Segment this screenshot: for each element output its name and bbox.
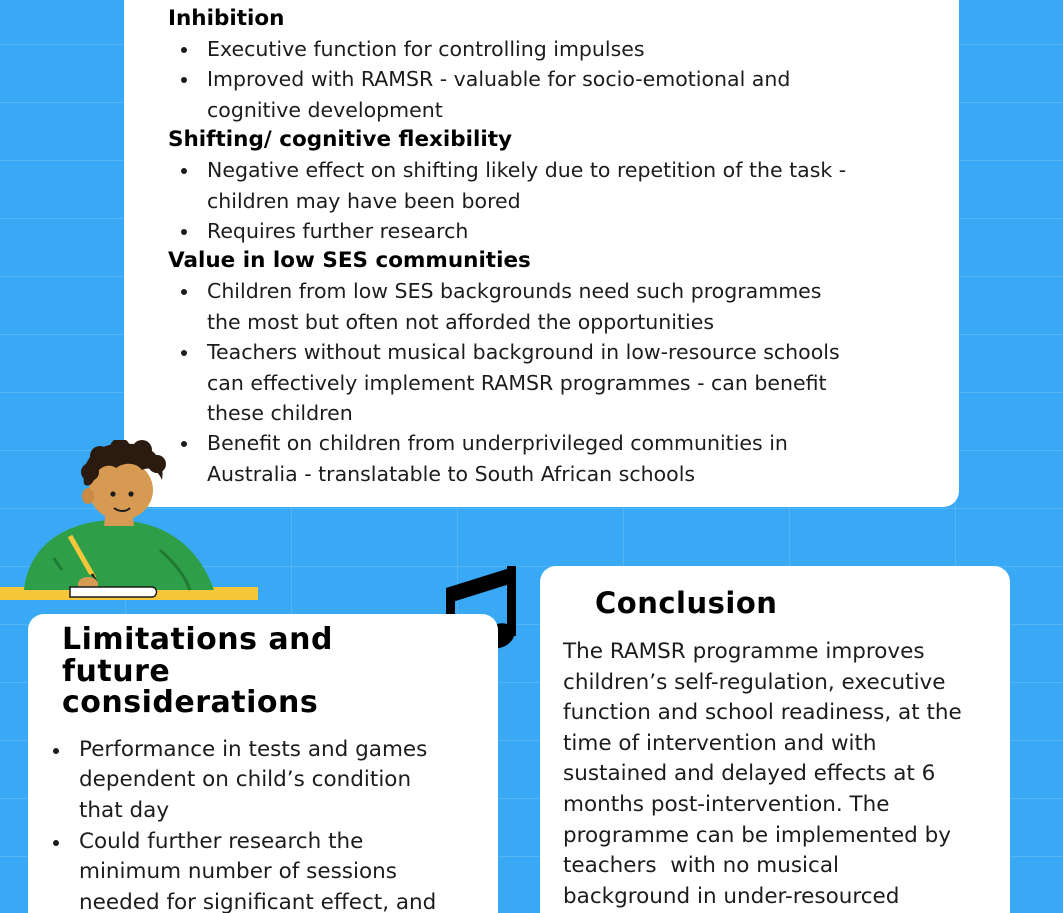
- conclusion-line: months post-intervention. The: [563, 791, 890, 817]
- student-writing-illustration: [0, 440, 262, 608]
- list-item-line: Benefit on children from underprivileged communities in: [207, 431, 788, 456]
- list-item-line: Negative effect on shifting likely due to repetition of the task -: [207, 158, 847, 183]
- list-item-line: Could further research the: [79, 828, 364, 854]
- section-heading: Shifting/ cognitive flexibility: [168, 127, 513, 153]
- list-item-line: the most but often not afforded the opportunities: [207, 309, 715, 334]
- list-item-line: Performance in tests and games: [79, 736, 428, 762]
- section-inhibition: [168, 4, 919, 125]
- limitations-card: [28, 614, 498, 913]
- bullet-list: [50, 735, 478, 913]
- list-item-line: Australia - translatable to South African schools: [207, 461, 696, 486]
- list-item-line: that day: [79, 797, 170, 823]
- list-item-line: needed for significant effect, and: [79, 890, 437, 913]
- list-item: [168, 428, 919, 489]
- conclusion-line: sustained and delayed effects at 6: [563, 761, 936, 787]
- conclusion-line: children’s self-regulation, executive: [563, 669, 946, 695]
- title-line: considerations: [62, 685, 319, 720]
- list-item-line: these children: [207, 401, 353, 426]
- list-item-line: Executive function for controlling impulses: [207, 37, 645, 61]
- conclusion-line: teachers with no musical: [563, 853, 839, 879]
- list-item: [168, 64, 919, 125]
- list-item: [50, 735, 478, 827]
- conclusion-line: The RAMSR programme improves: [563, 639, 925, 664]
- section-heading: Value in low SES communities: [168, 248, 531, 274]
- title-line: Limitations and: [62, 622, 333, 657]
- list-item: [168, 216, 919, 246]
- findings-card: [124, 0, 959, 507]
- list-item-line: can effectively implement RAMSR programmes - can benefit: [207, 370, 827, 395]
- list-item-line: Teachers without musical background in low-resource schools: [207, 340, 840, 365]
- list-item: [168, 337, 919, 428]
- list-item: [168, 276, 919, 337]
- bullet-list: [168, 34, 919, 125]
- section-low-ses: [168, 246, 919, 489]
- list-item-line: Requires further research: [207, 219, 469, 244]
- limitations-title: [50, 624, 478, 719]
- list-item-line: minimum number of sessions: [79, 859, 397, 885]
- conclusion-line: background in under-resourced: [563, 883, 900, 909]
- list-item-line: Children from low SES backgrounds need such programmes: [207, 279, 822, 304]
- list-item: [50, 827, 478, 913]
- conclusion-line: time of intervention and with: [563, 730, 877, 756]
- conclusion-line: programme can be implemented by: [563, 822, 952, 848]
- list-item: [168, 34, 919, 64]
- conclusion-card: [540, 566, 1010, 913]
- list-item-line: children may have been bored: [207, 188, 521, 213]
- conclusion-line: function and school readiness, at the: [563, 700, 962, 726]
- title-line: future: [62, 653, 171, 689]
- list-item: [168, 155, 919, 216]
- list-item-line: Improved with RAMSR - valuable for socio-emotional and: [207, 67, 791, 92]
- conclusion-text: [563, 637, 990, 912]
- conclusion-title: Conclusion: [595, 586, 778, 620]
- bullet-list: [168, 276, 919, 489]
- list-item-line: cognitive development: [207, 97, 443, 122]
- section-shifting: [168, 125, 919, 246]
- list-item-line: dependent on child’s condition: [79, 767, 412, 793]
- bullet-list: [168, 155, 919, 246]
- section-heading: Inhibition: [168, 6, 285, 31]
